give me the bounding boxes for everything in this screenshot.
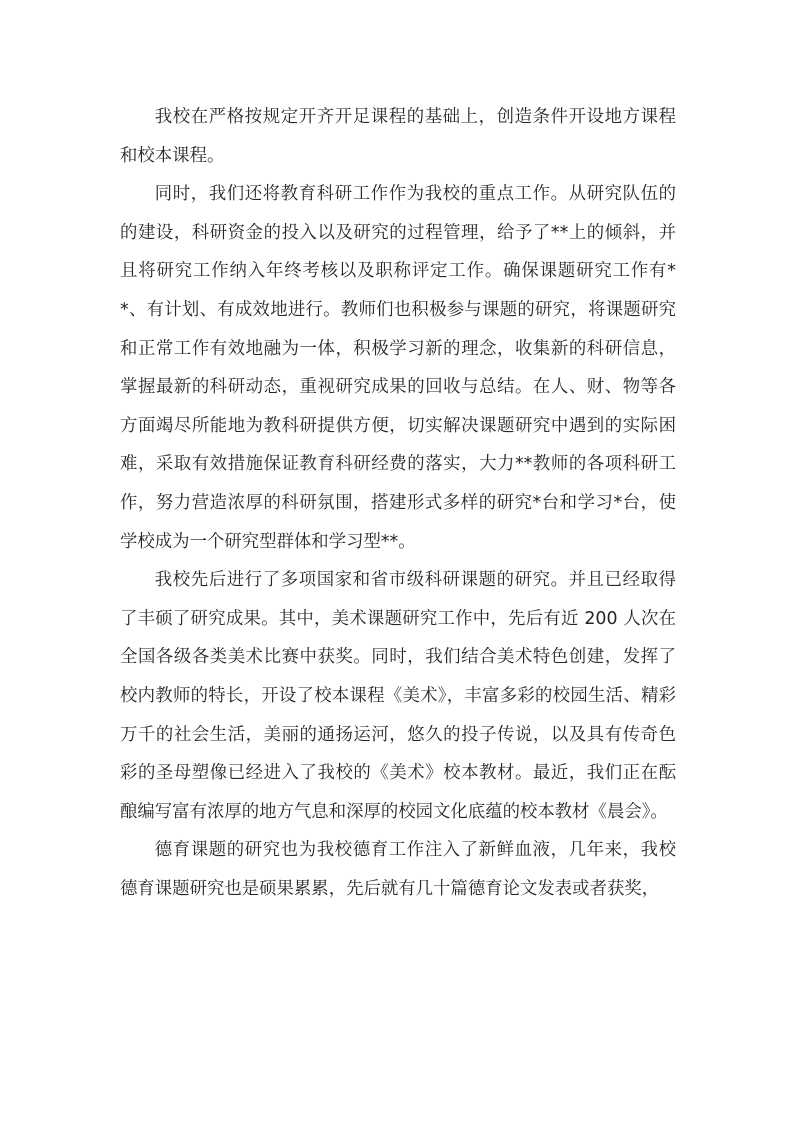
paragraph-research-work: 同时，我们还将教育科研工作作为我校的重点工作。从研究队伍的的建设，科研资金的投入以及研究的过程管理，给予了**上的倾斜，并且将研究工作纳入年终考核以及职称评定工作。确保课题研究工作有**、有计划、有成效地进行。教师们也积极参与课题的研究，将课题研究和正常工作有效地融为一体，积极学习新的理念，收集新的科研信息，掌握最新的科研动态，重视研究成果的回收与总结。在人、财、物等各方面竭尽所能地为教科研提供方便，切实解决课题研究中遇到的实际困难，采取有效措施保证教育科研经费的落实，大力**教师的各项科研工作，努力营造浓厚的科研氛围，搭建形式多样的研究*台和学习*台，使学校成为一个研究型群体和学习型**。 (120, 184, 676, 552)
document-page (120, 98, 676, 908)
paragraph-research-projects: 我校先后进行了多项国家和省市级科研课题的研究。并且已经取得了丰硕了研究成果。其中，美术课题研究工作中，先后有近 200 人次在全国各级各类美术比赛中获奖。同时，我们结合美术特色创建，发挥了校内教师的特长，开设了校本课程《美术》，丰富多彩的校园生活、精彩万千的社会生活，美丽的通扬运河，悠久的投子传说，以及具有传奇色彩的圣母塑像已经进入了我校的《美术》校本教材。最近，我们正在酝酿编写富有浓厚的地方气息和深厚的校园文化底蕴的校本教材《晨会》。 (120, 570, 676, 822)
paragraph-moral-education: 德育课题的研究也为我校德育工作注入了新鲜血液，几年来，我校德育课题研究也是硕果累累，先后就有几十篇德育论文发表或者获奖， (120, 840, 676, 899)
paragraph-curriculum: 我校在严格按规定开齐开足课程的基础上，创造条件开设地方课程和校本课程。 (120, 107, 676, 166)
